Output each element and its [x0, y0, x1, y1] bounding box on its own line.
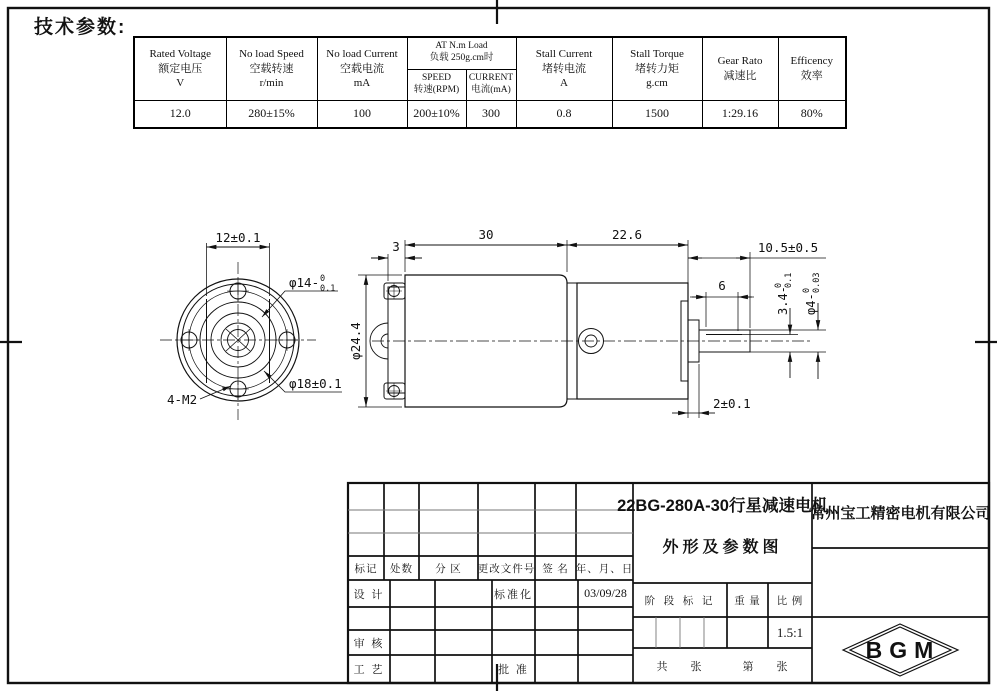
dim-flat-len — [690, 292, 754, 331]
col-load-current — [466, 69, 516, 100]
dim-rear-cap-label: 3 — [392, 239, 400, 254]
shaft-tol-low: 0.03 — [812, 272, 822, 293]
stage-mark-label: 阶 段 标 记 — [644, 595, 716, 607]
value-stall-current: 0.8 — [516, 100, 612, 128]
flat-tol-up: 0 — [774, 282, 784, 288]
col-rated-voltage — [134, 37, 226, 100]
sheet-no-suffix: 张 — [776, 660, 789, 673]
value-load-current: 300 — [466, 100, 516, 128]
header-en: Stall Current — [535, 48, 593, 61]
header-cn: 效率 — [800, 69, 823, 82]
sheet-total-suffix: 张 — [690, 660, 703, 673]
audit-label: 审 核 — [353, 637, 385, 650]
header-cn: 空载转速 — [249, 62, 294, 75]
sheet-total-prefix: 共 — [656, 660, 669, 673]
col-noload-speed — [226, 37, 317, 100]
company-name: 常州宝工精密电机有限公司 — [810, 504, 991, 522]
boss-dia-tol-up: 0 — [320, 274, 326, 284]
drawing-title: 外形及参数图 — [662, 538, 783, 556]
dim-gear-len-label: 22.6 — [611, 227, 643, 242]
dim-boss-len — [672, 364, 715, 418]
value-gear-ratio: 1:29.16 — [702, 100, 778, 128]
approve-label: 批 准 — [498, 664, 529, 676]
screw-label: 4-M2 — [167, 392, 198, 407]
front-view — [160, 230, 342, 420]
header-en: CURRENT — [468, 72, 514, 83]
flat-tol-low: 0.1 — [784, 272, 794, 288]
header-unit: V — [176, 76, 185, 89]
dim-flat-height-label: 3.4- — [776, 286, 790, 315]
header-cn: 堵转电流 — [542, 62, 587, 75]
scale-value: 1.5:1 — [776, 624, 804, 640]
page-title: 技术参数: — [34, 16, 127, 38]
header-unit: mA — [353, 76, 371, 89]
col-stall-current — [516, 37, 612, 100]
col-gear-ratio — [702, 37, 778, 100]
bolt-circle-label: φ18±0.1 — [289, 376, 342, 391]
header-cn: 堵转力矩 — [635, 62, 680, 75]
weight-label: 重 量 — [734, 595, 761, 607]
header-en: SPEED — [421, 72, 452, 83]
header-unit: A — [560, 76, 568, 89]
header-unit: g.cm — [646, 76, 668, 89]
rev-header-mark: 标记 — [354, 563, 378, 575]
value-stall-torque: 1500 — [612, 100, 702, 128]
col-stall-torque — [612, 37, 702, 100]
dim-mount-width-label: 12±0.1 — [215, 230, 261, 245]
header-cn: 负载 250g.cm时 — [429, 53, 494, 64]
standardization-label: 标准化 — [494, 588, 533, 601]
value-rated-voltage: 12.0 — [134, 100, 226, 128]
header-en: Stall Torque — [630, 48, 684, 61]
boss-dia-label: φ14- — [289, 275, 320, 290]
dim-body-len-label: 30 — [478, 227, 494, 242]
rev-header-zone: 分 区 — [435, 563, 462, 575]
sheet-no-prefix: 第 — [742, 660, 755, 673]
rev-header-signature: 签 名 — [542, 563, 569, 575]
header-unit: r/min — [259, 76, 284, 89]
side-view — [348, 227, 826, 418]
sheet-count-row — [633, 648, 812, 683]
dim-body-len — [405, 240, 567, 272]
header-en: Efficency — [790, 55, 834, 68]
rev-header-count: 处数 — [390, 563, 413, 575]
col-load-speed — [407, 69, 466, 100]
dim-flat-len-label: 6 — [718, 278, 726, 293]
scale-label: 比 例 — [776, 595, 804, 607]
value-efficiency: 80% — [778, 100, 846, 128]
rear-cap — [388, 287, 405, 393]
header-en: AT N.m Load — [435, 41, 488, 52]
part-name: 22BG-280A-30行星减速电机 — [617, 497, 828, 515]
spec-table — [133, 36, 847, 129]
header-en: No load Current — [326, 48, 398, 61]
col-at-load — [407, 37, 516, 69]
header-cn: 转速(RPM) — [413, 84, 460, 95]
header-cn: 减速比 — [723, 69, 757, 82]
header-en: Rated Voltage — [149, 48, 212, 61]
design-date: 03/09/28 — [584, 586, 627, 600]
bgm-logo-text: BGM — [865, 637, 941, 663]
process-label: 工 艺 — [353, 664, 385, 676]
shaft-tol-up: 0 — [802, 287, 812, 293]
header-cn: 额定电压 — [158, 62, 203, 75]
dim-shaft-len-label: 10.5±0.5 — [757, 240, 819, 255]
header-en: Gear Rato — [717, 55, 763, 68]
value-load-speed: 200±10% — [407, 100, 466, 128]
value-noload-current: 100 — [317, 100, 407, 128]
boss-dia-leader — [262, 291, 338, 317]
dim-gear-len — [567, 240, 688, 299]
dim-shaft-dia-label: φ4- — [804, 293, 818, 315]
header-en: No load Speed — [239, 48, 304, 61]
col-efficiency — [778, 37, 846, 100]
dim-boss-len-label: 2±0.1 — [713, 396, 751, 411]
rev-header-date: 年、月、日 — [575, 563, 634, 575]
design-label: 设 计 — [353, 588, 385, 601]
boss-dia-tol-low: 0.1 — [320, 284, 336, 294]
rev-header-doc-no: 更改文件号 — [477, 563, 536, 575]
header-cn: 空载电流 — [340, 62, 384, 75]
col-noload-current — [317, 37, 407, 100]
header-cn: 电流(mA) — [471, 84, 511, 95]
value-noload-speed: 280±15% — [226, 100, 317, 128]
dim-body-dia-label: φ24.4 — [348, 322, 363, 360]
